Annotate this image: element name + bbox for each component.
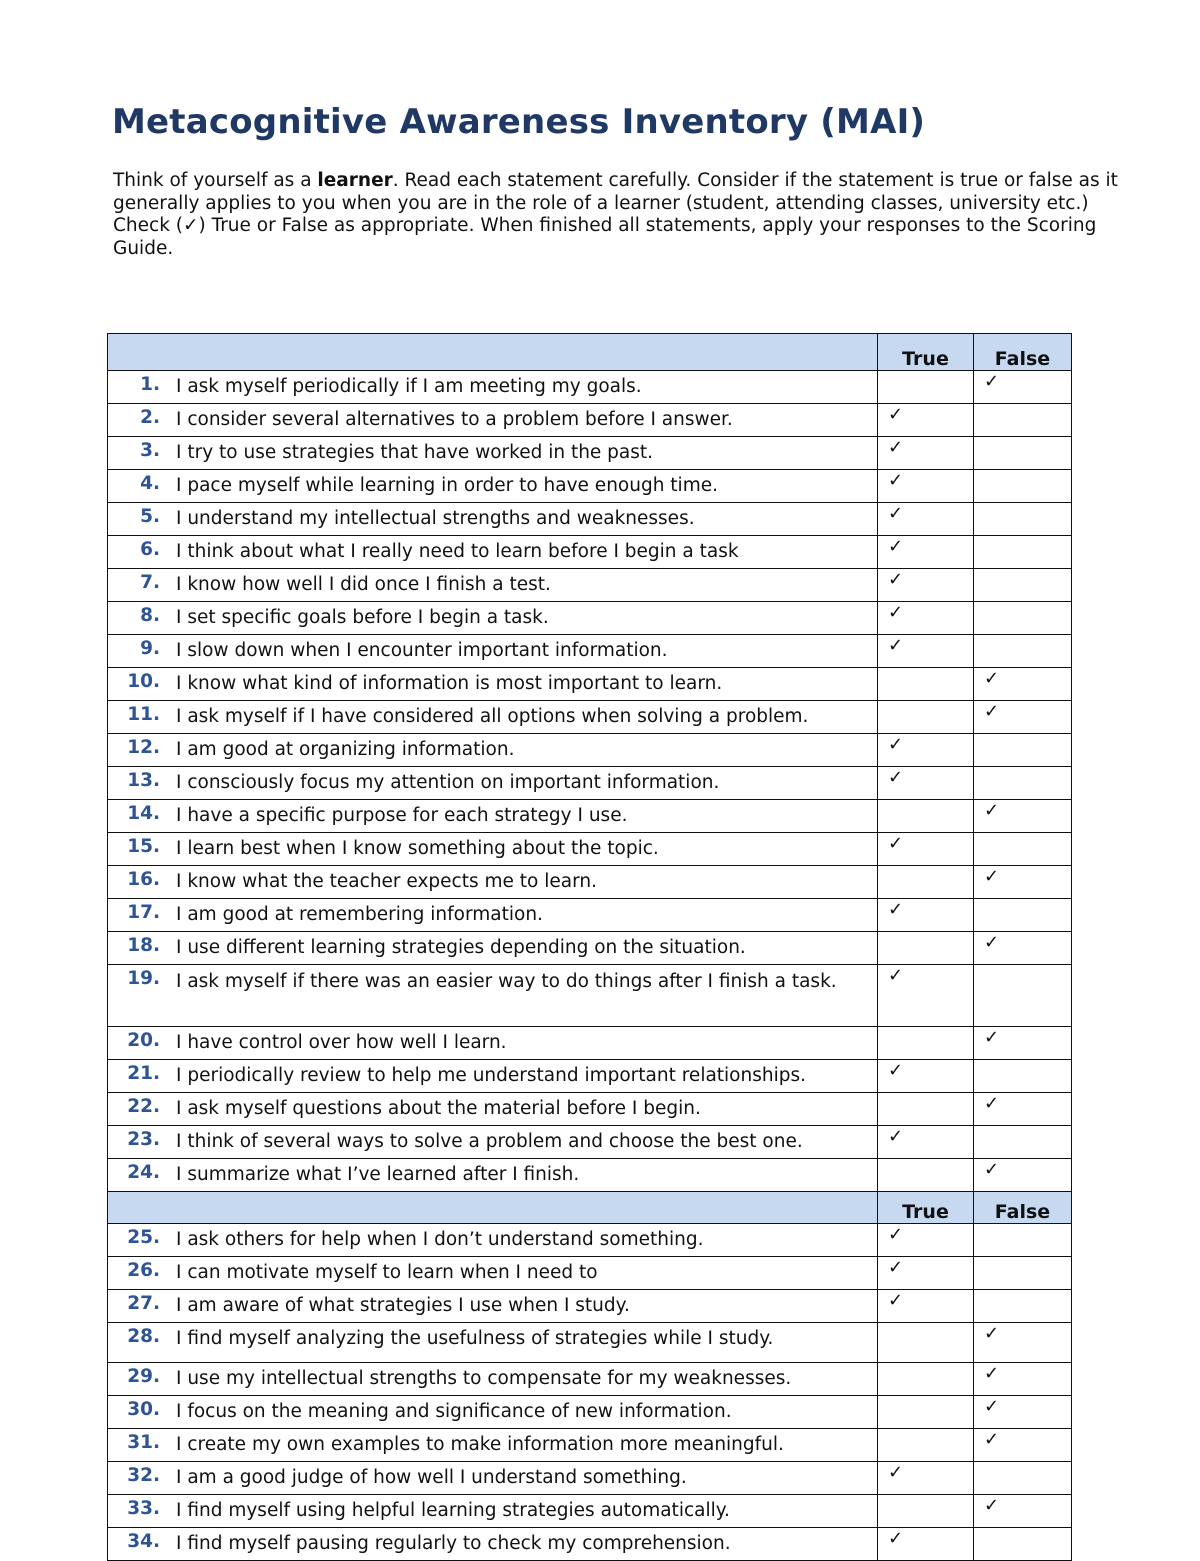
false-checkbox-cell[interactable] [974,1126,1072,1159]
true-checkbox-cell[interactable] [878,800,974,833]
table-row [108,1027,1072,1060]
checkmark-icon: ✓ [984,1396,1000,1417]
item-statement: I use different learning strategies depending on the situation. [176,937,746,958]
true-checkbox-cell[interactable] [878,1027,974,1060]
statement-cell [108,932,878,965]
item-number: 9. [140,638,160,659]
item-number: 13. [127,770,160,791]
item-number: 31. [127,1432,160,1453]
false-checkbox-cell[interactable] [974,866,1072,899]
statement-cell [108,503,878,536]
true-checkbox-cell[interactable] [878,569,974,602]
inventory-table-body [108,334,1072,1561]
true-checkbox-cell[interactable] [878,734,974,767]
true-checkbox-cell[interactable] [878,767,974,800]
instructions-line-3: Check (✓) True or False as appropriate. When finished all statements, apply your responses to the Scoring Guide. [113,215,1097,259]
checkmark-icon: ✓ [888,1060,904,1081]
statement-cell [108,437,878,470]
checkmark-icon: ✓ [984,1363,1000,1384]
true-checkbox-cell[interactable] [878,1363,974,1396]
false-checkbox-cell[interactable] [974,1528,1072,1561]
true-checkbox-cell[interactable] [878,1060,974,1093]
true-checkbox-cell[interactable] [878,1126,974,1159]
item-statement: I pace myself while learning in order to have enough time. [176,475,718,496]
table-row [108,371,1072,404]
item-number: 19. [127,968,160,989]
item-number: 14. [127,803,160,824]
table-row [108,767,1072,800]
false-checkbox-cell[interactable] [974,833,1072,866]
item-number: 17. [127,902,160,923]
item-statement: I periodically review to help me understand important relationships. [176,1065,806,1086]
checkmark-icon: ✓ [888,1528,904,1549]
true-checkbox-cell[interactable] [878,1462,974,1495]
statement-cell [108,1126,878,1159]
table-row [108,1290,1072,1323]
table-row [108,932,1072,965]
true-checkbox-cell[interactable] [878,1323,974,1363]
checkmark-icon: ✓ [888,1290,904,1311]
item-statement: I create my own examples to make information more meaningful. [176,1434,784,1455]
statement-cell [108,1396,878,1429]
table-header-row [108,1192,1072,1224]
item-number: 3. [140,440,160,461]
item-statement: I am good at remembering information. [176,904,543,925]
item-statement: I have a specific purpose for each strategy I use. [176,805,628,826]
column-header-true: True [878,334,974,371]
column-header-false: False [974,1192,1072,1224]
item-statement: I know how well I did once I finish a test. [176,574,551,595]
item-number: 2. [140,407,160,428]
statement-cell [108,767,878,800]
checkmark-icon: ✓ [888,536,904,557]
item-statement: I slow down when I encounter important information. [176,640,668,661]
item-statement: I am aware of what strategies I use when I study. [176,1295,630,1316]
false-checkbox-cell[interactable] [974,932,1072,965]
checkmark-icon: ✓ [984,866,1000,887]
statement-cell [108,1429,878,1462]
false-checkbox-cell[interactable] [974,1323,1072,1363]
false-checkbox-cell[interactable] [974,1495,1072,1528]
item-statement: I ask myself if I have considered all options when solving a problem. [176,706,809,727]
table-row [108,1060,1072,1093]
item-number: 7. [140,572,160,593]
true-checkbox-cell[interactable] [878,503,974,536]
true-checkbox-cell[interactable] [878,635,974,668]
instructions-bold-term: learner [317,170,393,191]
statement-cell [108,1159,878,1192]
true-checkbox-cell[interactable] [878,602,974,635]
false-checkbox-cell[interactable] [974,635,1072,668]
false-checkbox-cell[interactable] [974,1224,1072,1257]
statement-cell [108,1495,878,1528]
statement-cell [108,602,878,635]
item-number: 24. [127,1162,160,1183]
item-statement: I understand my intellectual strengths and weaknesses. [176,508,695,529]
item-number: 33. [127,1498,160,1519]
table-row [108,800,1072,833]
false-checkbox-cell[interactable] [974,1093,1072,1126]
true-checkbox-cell[interactable] [878,965,974,1027]
true-checkbox-cell[interactable] [878,866,974,899]
table-row [108,833,1072,866]
item-statement: I know what kind of information is most important to learn. [176,673,723,694]
item-number: 34. [127,1531,160,1552]
item-number: 12. [127,737,160,758]
statement-cell [108,866,878,899]
item-number: 1. [140,374,160,395]
statement-cell [108,536,878,569]
statement-cell [108,800,878,833]
statement-cell [108,1290,878,1323]
checkmark-icon: ✓ [984,668,1000,689]
item-statement: I ask others for help when I don’t understand something. [176,1229,704,1250]
table-row [108,1396,1072,1429]
statement-cell [108,701,878,734]
true-checkbox-cell[interactable] [878,1528,974,1561]
false-checkbox-cell[interactable] [974,602,1072,635]
item-statement: I can motivate myself to learn when I need to [176,1262,598,1283]
item-statement: I consider several alternatives to a problem before I answer. [176,409,733,430]
checkmark-icon: ✓ [888,734,904,755]
checkmark-icon: ✓ [888,404,904,425]
item-statement: I use my intellectual strengths to compensate for my weaknesses. [176,1368,792,1389]
checkmark-icon: ✓ [984,371,1000,392]
table-row [108,602,1072,635]
true-checkbox-cell[interactable] [878,404,974,437]
checkmark-icon: ✓ [888,503,904,524]
checkmark-icon: ✓ [984,1429,1000,1450]
item-number: 6. [140,539,160,560]
false-checkbox-cell[interactable] [974,437,1072,470]
table-row [108,701,1072,734]
true-checkbox-cell[interactable] [878,1257,974,1290]
checkmark-icon: ✓ [888,437,904,458]
checkmark-icon: ✓ [888,602,904,623]
checkmark-icon: ✓ [888,833,904,854]
item-number: 25. [127,1227,160,1248]
false-checkbox-cell[interactable] [974,1429,1072,1462]
item-number: 15. [127,836,160,857]
item-number: 11. [127,704,160,725]
false-checkbox-cell[interactable] [974,1257,1072,1290]
checkmark-icon: ✓ [888,767,904,788]
page-title: Metacognitive Awareness Inventory (MAI) [112,102,926,142]
false-checkbox-cell[interactable] [974,503,1072,536]
checkmark-icon: ✓ [984,1027,1000,1048]
statement-cell [108,470,878,503]
instructions-text: Think of yourself as a [113,170,318,191]
false-checkbox-cell[interactable] [974,1462,1072,1495]
statement-cell [108,1027,878,1060]
checkmark-icon: ✓ [888,899,904,920]
true-checkbox-cell[interactable] [878,1429,974,1462]
item-number: 20. [127,1030,160,1051]
item-number: 29. [127,1366,160,1387]
checkmark-icon: ✓ [888,1126,904,1147]
item-statement: I summarize what I’ve learned after I finish. [176,1164,580,1185]
item-number: 30. [127,1399,160,1420]
table-row [108,668,1072,701]
false-checkbox-cell[interactable] [974,1363,1072,1396]
checkmark-icon: ✓ [888,569,904,590]
table-row [108,1495,1072,1528]
item-number: 18. [127,935,160,956]
header-blank-cell [108,1192,878,1224]
true-checkbox-cell[interactable] [878,1093,974,1126]
table-row [108,1257,1072,1290]
item-number: 8. [140,605,160,626]
false-checkbox-cell[interactable] [974,1027,1072,1060]
false-checkbox-cell[interactable] [974,1159,1072,1192]
item-statement: I am a good judge of how well I understand something. [176,1467,687,1488]
item-number: 16. [127,869,160,890]
item-statement: I focus on the meaning and significance of new information. [176,1401,732,1422]
item-number: 23. [127,1129,160,1150]
checkmark-icon: ✓ [984,1159,1000,1180]
true-checkbox-cell[interactable] [878,536,974,569]
table-row [108,1093,1072,1126]
column-header-false: False [974,334,1072,371]
item-number: 27. [127,1293,160,1314]
true-checkbox-cell[interactable] [878,1396,974,1429]
table-row [108,1126,1072,1159]
statement-cell [108,1257,878,1290]
table-row [108,569,1072,602]
statement-cell [108,965,878,1027]
true-checkbox-cell[interactable] [878,371,974,404]
table-row [108,404,1072,437]
checkmark-icon: ✓ [888,1224,904,1245]
statement-cell [108,1323,878,1363]
false-checkbox-cell[interactable] [974,734,1072,767]
false-checkbox-cell[interactable] [974,701,1072,734]
statement-cell [108,371,878,404]
false-checkbox-cell[interactable] [974,569,1072,602]
true-checkbox-cell[interactable] [878,1159,974,1192]
inventory-table [107,333,1072,1561]
item-statement: I find myself using helpful learning strategies automatically. [176,1500,730,1521]
instructions-line-1 [113,170,1138,193]
false-checkbox-cell[interactable] [974,668,1072,701]
false-checkbox-cell[interactable] [974,1060,1072,1093]
false-checkbox-cell[interactable] [974,767,1072,800]
item-statement: I ask myself questions about the material before I begin. [176,1098,701,1119]
table-row [108,734,1072,767]
statement-cell [108,833,878,866]
item-statement: I ask myself periodically if I am meeting my goals. [176,376,642,397]
false-checkbox-cell[interactable] [974,404,1072,437]
item-number: 4. [140,473,160,494]
item-number: 32. [127,1465,160,1486]
false-checkbox-cell[interactable] [974,536,1072,569]
true-checkbox-cell[interactable] [878,437,974,470]
header-blank-cell [108,334,878,371]
checkmark-icon: ✓ [888,1257,904,1278]
item-statement: I am good at organizing information. [176,739,515,760]
checkmark-icon: ✓ [984,1495,1000,1516]
item-statement: I learn best when I know something about the topic. [176,838,659,859]
statement-cell [108,404,878,437]
false-checkbox-cell[interactable] [974,1396,1072,1429]
item-statement: I think of several ways to solve a problem and choose the best one. [176,1131,803,1152]
table-row [108,635,1072,668]
true-checkbox-cell[interactable] [878,932,974,965]
item-statement: I find myself analyzing the usefulness of strategies while I study. [176,1328,774,1349]
table-row [108,1429,1072,1462]
item-statement: I have control over how well I learn. [176,1032,507,1053]
item-statement: I think about what I really need to learn before I begin a task [176,541,739,562]
statement-cell [108,1528,878,1561]
true-checkbox-cell[interactable] [878,1495,974,1528]
table-row [108,1363,1072,1396]
item-statement: I ask myself if there was an easier way to do things after I finish a task. [176,971,837,992]
statement-cell [108,1363,878,1396]
item-number: 22. [127,1096,160,1117]
false-checkbox-cell[interactable] [974,899,1072,932]
true-checkbox-cell[interactable] [878,701,974,734]
checkmark-icon: ✓ [888,470,904,491]
item-statement: I find myself pausing regularly to check my comprehension. [176,1533,731,1554]
statement-cell [108,668,878,701]
item-statement: I consciously focus my attention on important information. [176,772,720,793]
statement-cell [108,1224,878,1257]
false-checkbox-cell[interactable] [974,1290,1072,1323]
false-checkbox-cell[interactable] [974,470,1072,503]
statement-cell [108,1093,878,1126]
checkmark-icon: ✓ [984,701,1000,722]
item-number: 5. [140,506,160,527]
table-row [108,503,1072,536]
item-statement: I know what the teacher expects me to learn. [176,871,597,892]
table-row [108,1528,1072,1561]
table-row [108,866,1072,899]
true-checkbox-cell[interactable] [878,1224,974,1257]
true-checkbox-cell[interactable] [878,899,974,932]
table-row [108,536,1072,569]
statement-cell [108,899,878,932]
table-row [108,899,1072,932]
statement-cell [108,1060,878,1093]
table-header-row [108,334,1072,371]
item-number: 28. [127,1326,160,1347]
checkmark-icon: ✓ [888,965,904,986]
item-statement: I set specific goals before I begin a task. [176,607,549,628]
checkmark-icon: ✓ [984,932,1000,953]
column-header-true: True [878,1192,974,1224]
statement-cell [108,635,878,668]
instructions [113,170,1138,260]
checkmark-icon: ✓ [888,635,904,656]
false-checkbox-cell[interactable] [974,371,1072,404]
item-number: 26. [127,1260,160,1281]
true-checkbox-cell[interactable] [878,470,974,503]
checkmark-icon: ✓ [984,1093,1000,1114]
table-row [108,1224,1072,1257]
checkmark-icon: ✓ [984,800,1000,821]
statement-cell [108,734,878,767]
false-checkbox-cell[interactable] [974,965,1072,1027]
true-checkbox-cell[interactable] [878,1290,974,1323]
table-row [108,437,1072,470]
table-row [108,1323,1072,1363]
checkmark-icon: ✓ [984,1323,1000,1344]
table-row [108,470,1072,503]
instructions-line-2: generally applies to you when you are in the role of a learner (student, attending classes, university etc.) [113,192,1089,214]
checkmark-icon: ✓ [888,1462,904,1483]
item-number: 10. [127,671,160,692]
item-number: 21. [127,1063,160,1084]
statement-cell [108,1462,878,1495]
true-checkbox-cell[interactable] [878,668,974,701]
table-row [108,1159,1072,1192]
table-row [108,965,1072,1027]
item-statement: I try to use strategies that have worked in the past. [176,442,654,463]
table-row [108,1462,1072,1495]
statement-cell [108,569,878,602]
false-checkbox-cell[interactable] [974,800,1072,833]
instructions-text: . Read each statement carefully. Consider if the statement is true or false as it [392,170,1118,191]
true-checkbox-cell[interactable] [878,833,974,866]
